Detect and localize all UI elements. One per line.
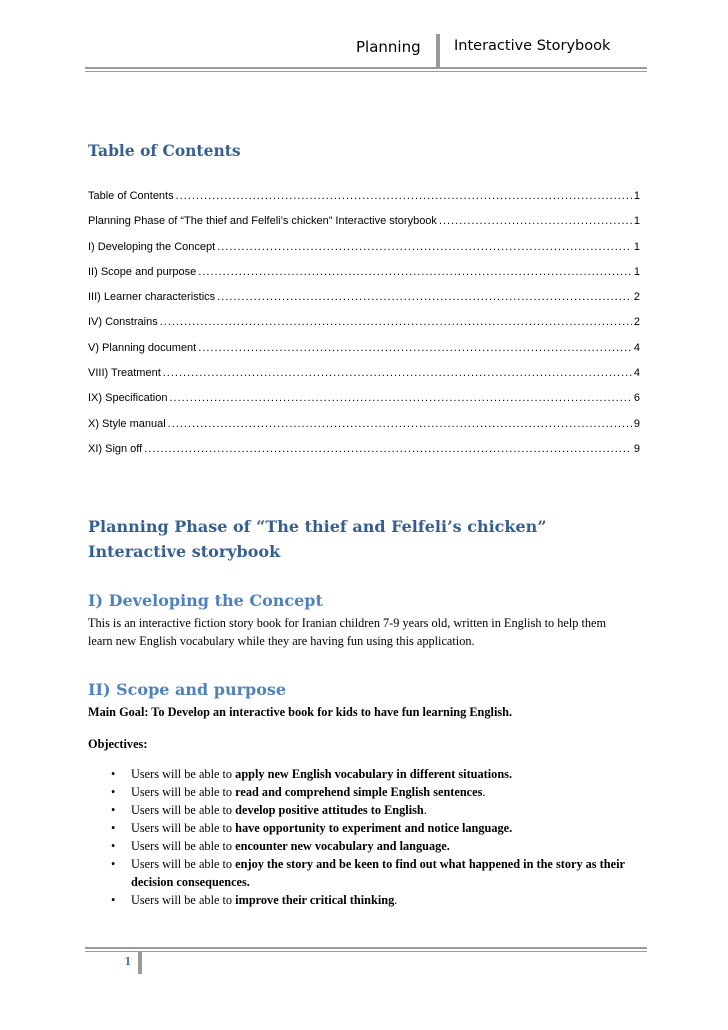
toc-dot-leader	[144, 443, 632, 455]
main-goal: Main Goal: To Develop an interactive book for kids to have fun learning English.	[88, 705, 513, 719]
footer-rule	[85, 947, 647, 949]
objective-item	[88, 837, 633, 855]
scope-heading: II) Scope and purpose	[88, 680, 287, 699]
toc-dot-leader	[198, 266, 632, 278]
toc-entry-label: V) Planning document	[88, 341, 197, 354]
toc-entry-label: III) Learner characteristics	[88, 291, 216, 304]
toc-entry[interactable]	[88, 367, 640, 392]
objective-item	[88, 855, 633, 891]
bullet-icon: •	[111, 839, 116, 853]
objective-lead: Users will be able to	[131, 821, 236, 835]
toc-dot-leader	[439, 215, 632, 227]
toc-dot-leader	[163, 367, 632, 379]
toc-entry[interactable]	[88, 215, 640, 240]
objectives-list	[88, 765, 633, 909]
toc-dot-leader	[217, 291, 632, 303]
toc-dot-leader	[176, 190, 632, 202]
footer-rule-thin	[85, 951, 647, 952]
toc-entry[interactable]	[88, 316, 640, 341]
toc-dot-leader	[217, 241, 632, 253]
bullet-icon: •	[111, 767, 116, 781]
main-heading: Planning Phase of “The thief and Felfeli’s chicken” Interactive storybook	[88, 517, 547, 561]
bullet-icon: •	[111, 893, 116, 907]
objective-emphasis: apply new English vocabulary in different situations.	[235, 767, 513, 781]
toc-entry-label: IX) Specification	[88, 392, 168, 405]
objective-lead: Users will be able to	[131, 803, 236, 817]
toc-entry-label: XI) Sign off	[88, 442, 143, 455]
table-of-contents	[88, 190, 640, 468]
toc-entry-page: 2	[633, 316, 640, 329]
toc-entry-label: X) Style manual	[88, 417, 166, 430]
objective-tail: .	[482, 785, 486, 799]
objective-emphasis: improve their critical thinking	[235, 893, 395, 907]
objective-item	[88, 801, 633, 819]
header-rule-thin	[85, 71, 647, 72]
toc-entry-label: I) Developing the Concept	[88, 240, 216, 253]
toc-entry-page: 6	[633, 392, 640, 405]
objective-lead: Users will be able to	[131, 767, 236, 781]
toc-entry-page: 1	[633, 240, 640, 253]
toc-dot-leader	[198, 342, 632, 354]
toc-entry-label: IV) Constrains	[88, 316, 158, 329]
toc-entry-page: 1	[633, 215, 640, 228]
header-divider	[436, 34, 440, 67]
bullet-icon: •	[111, 857, 116, 871]
objective-emphasis: develop positive attitudes to English	[235, 803, 424, 817]
toc-dot-leader	[168, 418, 632, 430]
toc-entry-page: 9	[633, 442, 640, 455]
toc-entry[interactable]	[88, 418, 640, 443]
toc-dot-leader	[169, 392, 631, 404]
objective-item	[88, 891, 633, 909]
objective-item	[88, 819, 633, 837]
bullet-icon: •	[111, 803, 116, 817]
toc-heading: Table of Contents	[88, 141, 241, 160]
toc-entry-page: 4	[633, 367, 640, 380]
bullet-icon: •	[111, 785, 116, 799]
toc-entry-label: Table of Contents	[88, 190, 174, 202]
toc-entry-page: 4	[633, 341, 640, 354]
objective-item	[88, 765, 633, 783]
objective-tail: .	[423, 803, 427, 817]
bullet-icon: •	[111, 821, 116, 835]
objectives-label: Objectives:	[88, 737, 148, 751]
objective-tail: .	[394, 893, 398, 907]
toc-entry[interactable]	[88, 241, 640, 266]
toc-entry-page: 9	[633, 417, 640, 430]
toc-entry-page: 2	[633, 291, 640, 304]
concept-heading: I) Developing the Concept	[88, 591, 323, 610]
toc-entry[interactable]	[88, 291, 640, 316]
toc-dot-leader	[160, 316, 632, 328]
objective-lead: Users will be able to	[131, 893, 236, 907]
toc-entry-label: II) Scope and purpose	[88, 265, 197, 278]
objective-item	[88, 783, 633, 801]
objective-emphasis: encounter new vocabulary and language.	[235, 839, 450, 853]
objective-lead: Users will be able to	[131, 839, 236, 853]
toc-entry[interactable]	[88, 190, 640, 215]
objective-emphasis: enjoy the story and be keen to find out what happened in the story as their decision consequences.	[131, 857, 625, 889]
toc-entry-page: 1	[633, 190, 640, 202]
toc-entry[interactable]	[88, 392, 640, 417]
page-number: 1	[124, 955, 132, 968]
toc-entry-label: VIII) Treatment	[88, 367, 161, 380]
objective-emphasis: have opportunity to experiment and notice language.	[235, 821, 513, 835]
toc-entry-page: 1	[633, 265, 640, 278]
objective-lead: Users will be able to	[131, 857, 236, 871]
toc-entry[interactable]	[88, 266, 640, 291]
header-document-title: Interactive Storybook	[454, 38, 611, 54]
toc-entry[interactable]	[88, 342, 640, 367]
objective-lead: Users will be able to	[131, 785, 236, 799]
toc-entry[interactable]	[88, 443, 640, 468]
footer-divider	[138, 952, 142, 974]
header-section-label: Planning	[356, 38, 421, 56]
toc-entry-label: Planning Phase of “The thief and Felfeli’s chicken” Interactive storybook	[88, 215, 437, 228]
objective-emphasis: read and comprehend simple English sentences	[235, 785, 483, 799]
header-rule	[85, 67, 647, 69]
concept-paragraph: This is an interactive fiction story book for Iranian children 7-9 years old, written in English to help them learn new English vocabulary while they are having fun using this application.	[88, 616, 607, 648]
